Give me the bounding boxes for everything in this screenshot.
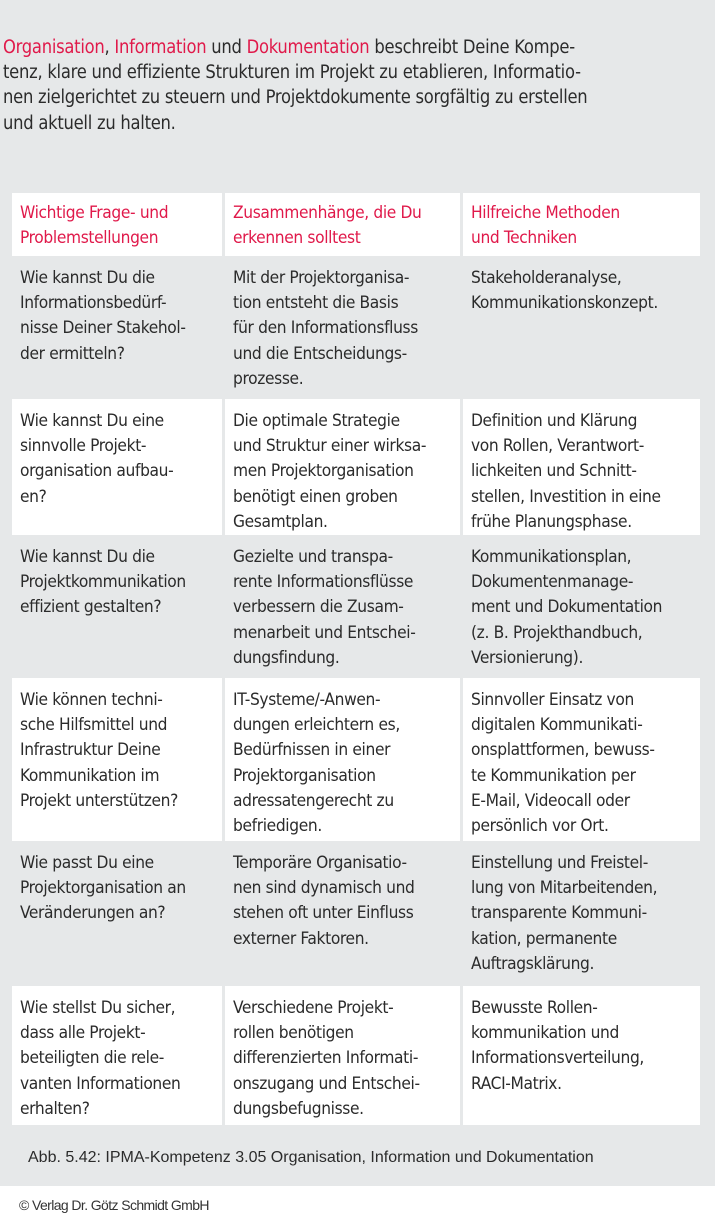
cell-text-line: effizient gestalten?	[20, 597, 162, 618]
cell-text-line: Bedürfnissen in einer	[233, 740, 391, 761]
table-cell-insight	[225, 678, 463, 841]
cell-text-line: en?	[20, 486, 47, 507]
cell-text-line: lung von Mitarbeitenden,	[471, 878, 658, 899]
cell-text-line: sinnvolle Projekt-	[20, 436, 147, 457]
header-text-line: Hilfreiche Methoden	[471, 203, 620, 223]
column-header-question	[12, 193, 225, 256]
column-header-method	[463, 193, 700, 256]
cell-text-line: Stakeholderanalyse,	[471, 268, 622, 288]
table-cell-question	[12, 535, 225, 678]
intro-paragraph	[3, 35, 715, 136]
cell-text-line: befriedigen.	[233, 816, 322, 837]
cell-text-line: verbessern die Zusam-	[233, 597, 404, 618]
cell-text-line: dungsbefugnisse.	[233, 1098, 364, 1119]
intro-separator: ,	[104, 37, 115, 58]
table-cell-method	[463, 399, 700, 535]
table-cell-method	[463, 256, 700, 399]
cell-text-line: Kommunikationskonzept.	[471, 293, 658, 314]
cell-text-line: te Kommunikation per	[471, 765, 636, 786]
cell-text-line: Gesamtplan.	[233, 511, 328, 532]
column-header-insight	[225, 193, 463, 256]
cell-text-line: der ermitteln?	[20, 343, 125, 364]
cell-text-line: und die Entscheidungs-	[233, 343, 407, 364]
cell-text-line: nen sind dynamisch und	[233, 878, 415, 899]
cell-text-line: vanten Informationen	[20, 1073, 181, 1094]
competence-table	[12, 193, 700, 1125]
table-cell-insight	[225, 399, 463, 535]
cell-text-line: onszugang und Entschei-	[233, 1073, 420, 1094]
cell-text-line: und Struktur einer wirksa-	[233, 436, 427, 457]
cell-text-line: digitalen Kommunikati-	[471, 715, 643, 736]
intro-separator: und	[206, 37, 247, 58]
table-row	[12, 399, 700, 535]
cell-text-line: Gezielte und transpa-	[233, 547, 393, 568]
cell-text-line: Versionierung).	[471, 647, 584, 668]
copyright-notice: © Verlag Dr. Götz Schmidt GmbH	[19, 1197, 209, 1213]
cell-text-line: adressatengerecht zu	[233, 790, 394, 811]
figure-caption: Abb. 5.42: IPMA-Kompetenz 3.05 Organisation, Information und Dokumentation	[28, 1149, 594, 1166]
header-text-line: Problemstellungen	[20, 228, 159, 249]
table-row	[12, 256, 700, 399]
cell-text-line: Bewusste Rollen-	[471, 998, 598, 1019]
cell-text-line: Kommunikation im	[20, 765, 160, 786]
cell-text-line: Dokumentenmanage-	[471, 572, 634, 593]
cell-text-line: sche Hilfsmittel und	[20, 715, 168, 736]
header-text-line: erkennen solltest	[233, 228, 361, 249]
cell-text-line: menarbeit und Entschei-	[233, 622, 416, 643]
cell-text-line: Projekt unterstützen?	[20, 790, 178, 811]
table-header-row	[12, 193, 700, 256]
cell-text-line: Wie können techni-	[20, 690, 163, 711]
cell-text-line: Projektorganisation	[233, 765, 376, 786]
cell-text-line: Kommunikationsplan,	[471, 547, 632, 568]
table-row	[12, 535, 700, 678]
cell-text-line: (z. B. Projekthandbuch,	[471, 622, 643, 643]
cell-text-line: Projektkommunikation	[20, 572, 186, 593]
intro-text: beschreibt Deine Kompe-	[369, 37, 575, 58]
cell-text-line: benötigt einen groben	[233, 486, 398, 507]
cell-text-line: Wie passt Du eine	[20, 853, 154, 874]
header-text-line: Wichtige Frage- und	[20, 203, 169, 223]
cell-text-line: Einstellung und Freistel-	[471, 853, 648, 874]
cell-text-line: transparente Kommuni-	[471, 903, 647, 924]
cell-text-line: stellen, Investition in eine	[471, 486, 661, 507]
cell-text-line: organisation aufbau-	[20, 461, 174, 482]
table-cell-insight	[225, 841, 463, 986]
table-row	[12, 678, 700, 841]
cell-text-line: Informationsverteilung,	[471, 1048, 644, 1069]
intro-line-1	[3, 35, 715, 60]
cell-text-line: prozesse.	[233, 368, 304, 389]
cell-text-line: Definition und Klärung	[471, 411, 638, 431]
cell-text-line: lichkeiten und Schnitt-	[471, 461, 637, 482]
table-cell-method	[463, 535, 700, 678]
cell-text-line: Wie kannst Du die	[20, 268, 155, 288]
cell-text-line: für den Informationsfluss	[233, 318, 418, 339]
cell-text-line: persönlich vor Ort.	[471, 816, 609, 837]
cell-text-line: stehen oft unter Einfluss	[233, 903, 414, 924]
table-cell-question	[12, 256, 225, 399]
cell-text-line: Projektorganisation an	[20, 878, 186, 899]
cell-text-line: externer Faktoren.	[233, 928, 369, 949]
cell-text-line: beteiligten die rele-	[20, 1048, 164, 1069]
cell-text-line: Veränderungen an?	[20, 903, 166, 924]
intro-line-3: nen zielgerichtet zu steuern und Projektdokumente sorgfältig zu erstellen	[3, 87, 588, 109]
table-cell-question	[12, 399, 225, 535]
table-cell-insight	[225, 535, 463, 678]
cell-text-line: kation, permanente	[471, 928, 617, 949]
header-text-line: Zusammenhänge, die Du	[233, 203, 422, 223]
table-cell-insight	[225, 256, 463, 399]
cell-text-line: Wie stellst Du sicher,	[20, 998, 176, 1019]
cell-text-line: dungsfindung.	[233, 647, 340, 668]
cell-text-line: Informationsbedürf-	[20, 293, 167, 314]
intro-line-2: tenz, klare und effiziente Strukturen im Projekt zu etablieren, Informatio-	[3, 62, 581, 84]
cell-text-line: Wie kannst Du eine	[20, 411, 164, 431]
cell-text-line: frühe Planungsphase.	[471, 511, 632, 532]
intro-highlight-organisation: Organisation	[3, 37, 105, 58]
cell-text-line: Die optimale Strategie	[233, 411, 400, 431]
intro-line-4: und aktuell zu halten.	[3, 112, 176, 134]
cell-text-line: Sinnvoller Einsatz von	[471, 690, 634, 711]
table-cell-insight	[225, 986, 463, 1125]
intro-highlight-information: Information	[114, 37, 207, 58]
cell-text-line: onsplattformen, bewuss-	[471, 740, 655, 761]
cell-text-line: differenzierten Informati-	[233, 1048, 419, 1069]
cell-text-line: ment und Dokumentation	[471, 597, 663, 618]
table-cell-question	[12, 678, 225, 841]
cell-text-line: RACI-Matrix.	[471, 1073, 562, 1094]
header-text-line: und Techniken	[471, 228, 577, 249]
cell-text-line: Temporäre Organisatio-	[233, 853, 407, 874]
cell-text-line: von Rollen, Verantwort-	[471, 436, 644, 457]
cell-text-line: dass alle Projekt-	[20, 1023, 146, 1044]
cell-text-line: rente Informationsflüsse	[233, 572, 414, 593]
cell-text-line: Auftragsklärung.	[471, 953, 595, 974]
cell-text-line: Mit der Projektorganisa-	[233, 268, 410, 288]
table-row	[12, 986, 700, 1125]
table-row	[12, 841, 700, 986]
cell-text-line: IT-Systeme/-Anwen-	[233, 690, 381, 711]
table-cell-method	[463, 678, 700, 841]
table-cell-method	[463, 986, 700, 1125]
cell-text-line: kommunikation und	[471, 1023, 619, 1044]
cell-text-line: rollen benötigen	[233, 1023, 354, 1044]
cell-text-line: men Projektorganisation	[233, 461, 414, 482]
table-cell-question	[12, 841, 225, 986]
cell-text-line: Infrastruktur Deine	[20, 740, 161, 761]
table-cell-method	[463, 841, 700, 986]
cell-text-line: Wie kannst Du die	[20, 547, 155, 568]
cell-text-line: tion entsteht die Basis	[233, 293, 399, 314]
cell-text-line: erhalten?	[20, 1098, 90, 1119]
table-cell-question	[12, 986, 225, 1125]
cell-text-line: Verschiedene Projekt-	[233, 998, 394, 1019]
cell-text-line: E-Mail, Videocall oder	[471, 790, 630, 811]
cell-text-line: dungen erleichtern es,	[233, 715, 400, 736]
cell-text-line: nisse Deiner Stakehol-	[20, 318, 186, 339]
intro-highlight-dokumentation: Dokumentation	[246, 37, 370, 58]
